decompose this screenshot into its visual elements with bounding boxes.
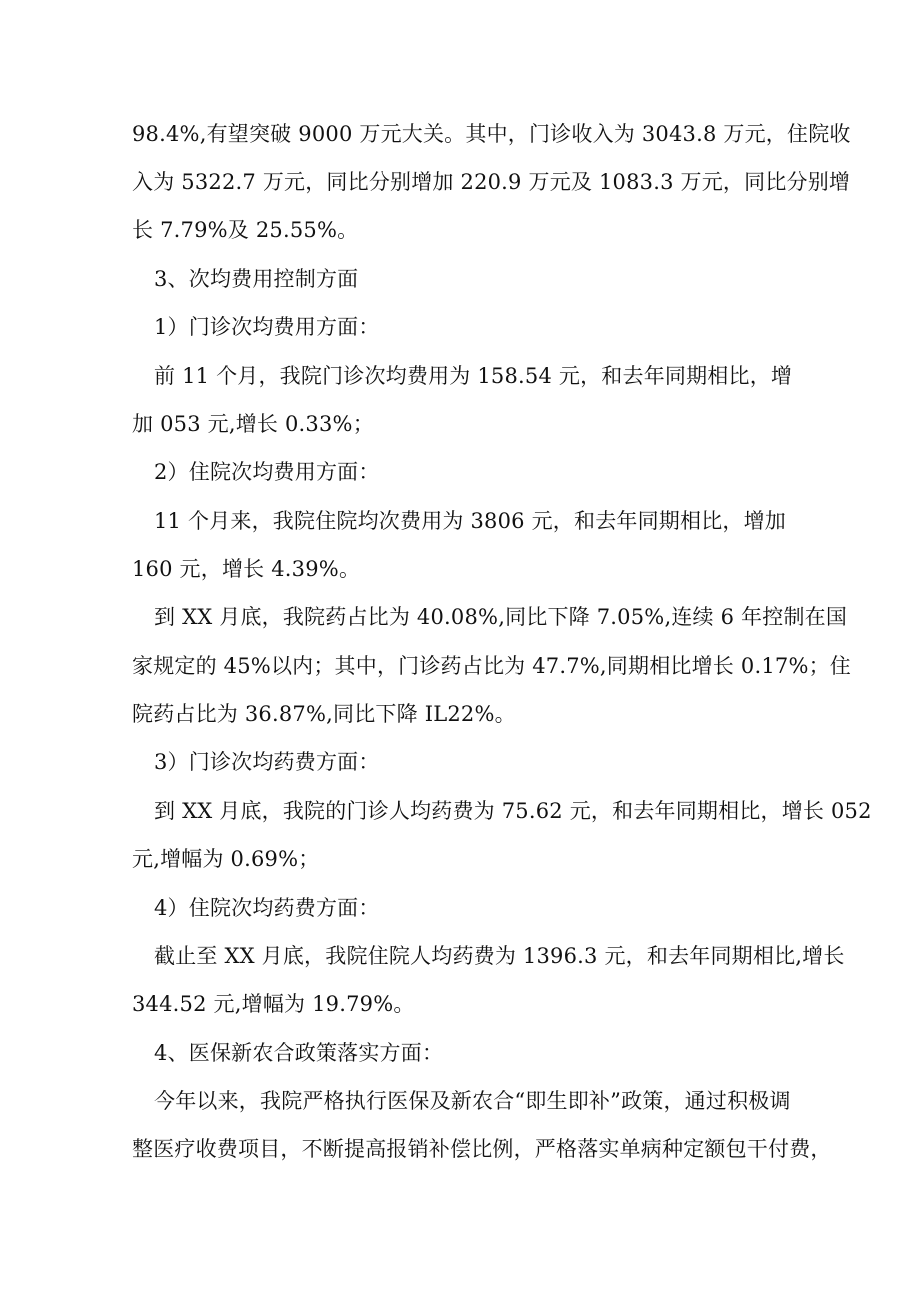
paragraph-line: 长 7.79%及 25.55%。 [132,218,359,242]
paragraph-line: 加 053 元,增长 0.33%； [132,412,374,436]
subsection-heading: 1）门诊次均费用方面： [154,315,380,339]
paragraph-line: 到 XX 月底，我院药占比为 40.08%,同比下降 7.05%,连续 6 年控制在国 [154,605,848,629]
paragraph-line: 入为 5322.7 万元，同比分别增加 220.9 万元及 1083.3 万元，同比分别增 [132,170,851,194]
paragraph-line: 98.4%,有望突破 9000 万元大关。其中，门诊收入为 3043.8 万元，住院收 [132,122,851,146]
subsection-heading: 2）住院次均费用方面： [154,460,380,484]
section-heading: 3、次均费用控制方面 [154,267,359,291]
subsection-heading: 4）住院次均药费方面： [154,896,380,920]
paragraph-line: 到 XX 月底，我院的门诊人均药费为 75.62 元，和去年同期相比，增长 052 [154,799,872,823]
section-heading: 4、医保新农合政策落实方面： [154,1041,444,1065]
paragraph-line: 344.52 元,增幅为 19.79%。 [132,992,415,1016]
paragraph-line: 11 个月来，我院住院均次费用为 3806 元，和去年同期相比，增加 [154,509,786,533]
paragraph-line: 今年以来，我院严格执行医保及新农合“即生即补”政策，通过积极调 [154,1089,791,1113]
subsection-heading: 3）门诊次均药费方面： [154,750,380,774]
paragraph-line: 院药占比为 36.87%,同比下降 IL22%。 [132,702,516,726]
paragraph-line: 整医疗收费项目，不断提高报销补偿比例，严格落实单病种定额包干付费， [132,1137,832,1161]
paragraph-line: 截止至 XX 月底，我院住院人均药费为 1396.3 元，和去年同期相比,增长 [154,944,845,968]
paragraph-line: 前 11 个月，我院门诊次均费用为 158.54 元，和去年同期相比，增 [154,364,793,388]
paragraph-line: 160 元，增长 4.39%。 [132,557,361,581]
paragraph-line: 元,增幅为 0.69%； [132,847,320,871]
paragraph-line: 家规定的 45%以内；其中，门诊药占比为 47.7%,同期相比增长 0.17%；住 [132,654,851,678]
